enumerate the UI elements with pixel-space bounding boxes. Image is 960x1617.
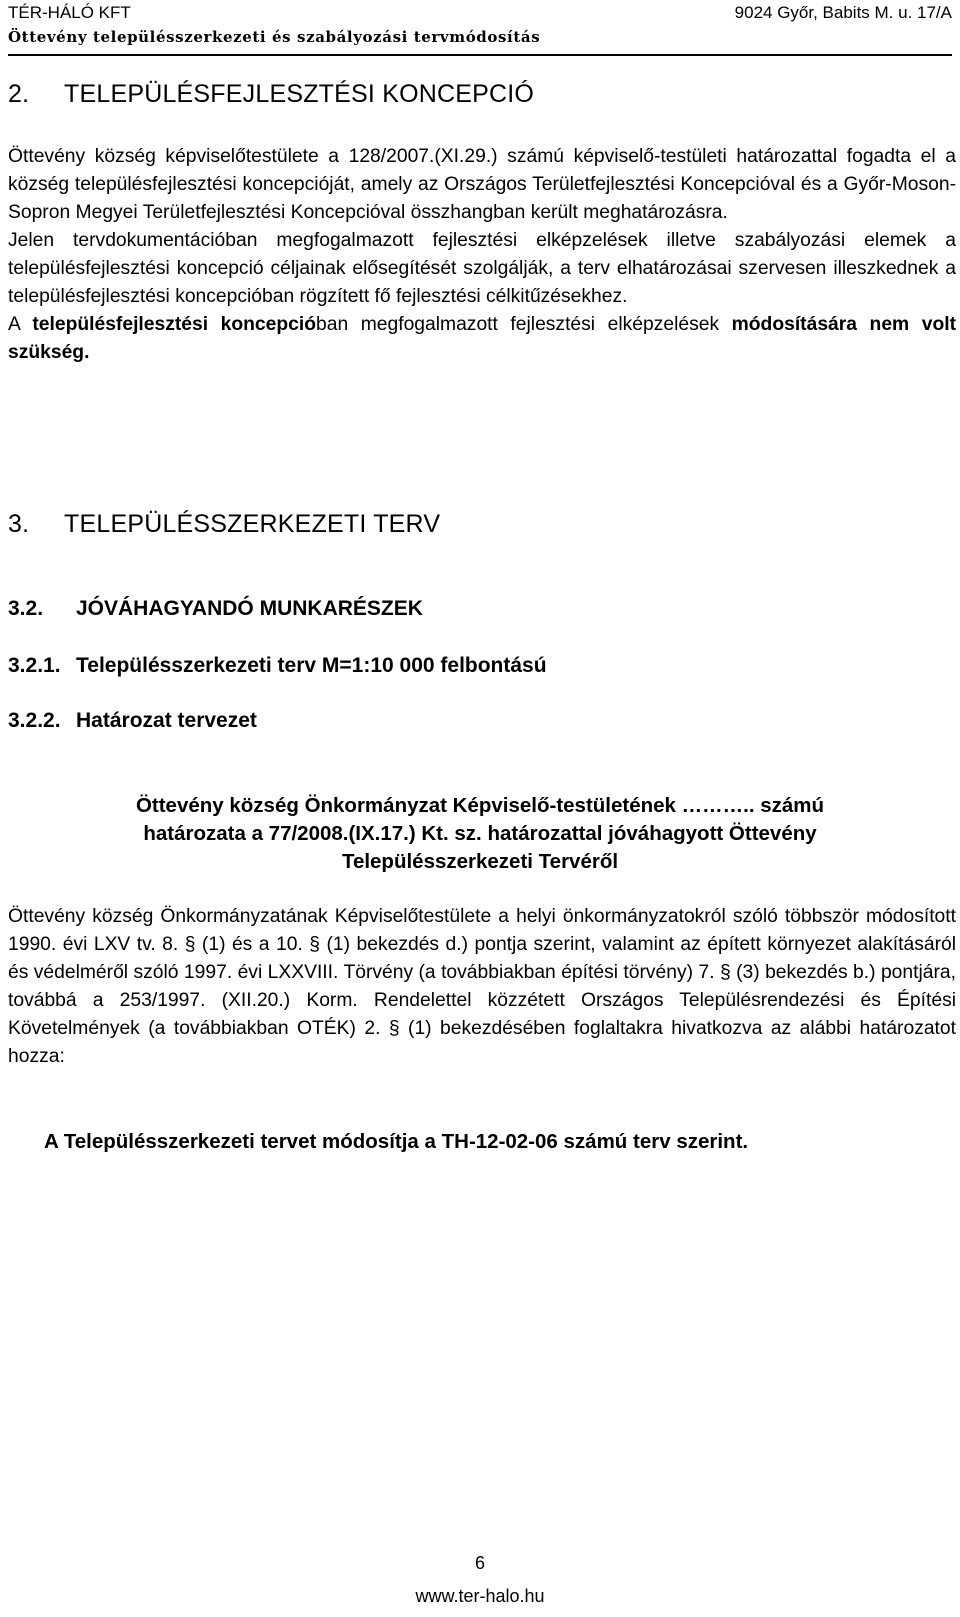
text-run: A (8, 314, 33, 335)
resolution-decision: A Településszerkezeti tervet módosítja a TH-12-02-06 számú terv szerint. (44, 1130, 749, 1153)
section-number: 2. (8, 80, 30, 108)
paragraph: Öttevény község Önkormányzatának Képviselőtestülete a helyi önkormányzatokról szóló többször módosított 1990. évi LXV tv. 8. § (1) és a 10. § (1) bekezdés d.) pontja szerint, valamint az épített környezet alakításáról és védelméről szóló 1997. évi LXXVIII. Törvény (a továbbiakban építési törvény) 7. § (3) bekezdés b.) pontjára, továbbá a 253/1997. (XII.20.) Korm. Rendelettel közzétett Országos Településrendezési és Építési Követelmények (a továbbiakban OTÉK) 2. § (1) bekezdésében foglaltakra hivatkozva az alábbi határozatot hozza: (8, 906, 956, 1067)
page-number: 6 (474, 1553, 485, 1573)
section-title: TELEPÜLÉSSZERKEZETI TERV (64, 510, 441, 538)
subsection-number: 3.2.2. (8, 709, 61, 732)
subsection-title: Településszerkezeti terv M=1:10 000 felbontású (76, 654, 547, 677)
footer-url: www.ter-halo.hu (415, 1586, 545, 1606)
resolution-body (8, 903, 956, 1071)
resolution-title-line: határozata a 77/2008.(IX.17.) Kt. sz. határozattal jóváhagyott Öttevény (143, 822, 817, 845)
section-title: TELEPÜLÉSFEJLESZTÉSI KONCEPCIÓ (64, 80, 535, 108)
page-header (8, 3, 952, 23)
paragraph (8, 311, 956, 367)
company-address: 9024 Győr, Babits M. u. 17/A (734, 3, 952, 22)
resolution-title-line: Településszerkezeti Tervéről (341, 850, 619, 873)
resolution-title (8, 792, 952, 876)
subsection-3-2-2-heading (8, 709, 257, 733)
paragraph: Öttevény község képviselőtestülete a 128/2007.(XI.29.) számú képviselő-testületi határozattal fogadta el a község településfejlesztési koncepcióját, amely az Országos Területfejlesztési Koncepcióval és a Győr-Moson- Sopron Megyei Területfejlesztési Koncepcióval összhangban került meghatározásra. (8, 146, 956, 223)
subsection-3-2-1-heading (8, 654, 547, 678)
company-name: TÉR-HÁLÓ KFT (8, 3, 131, 22)
text-run-bold: településfejlesztési koncepció (32, 314, 316, 335)
paragraph: Jelen tervdokumentációban megfogalmazott fejlesztési elképzelések illetve szabályozási elemek a településfejlesztési koncepció céljainak elősegítését szolgálják, a terv elhatározásai szervesen illeszkednek a településfejlesztési koncepcióban rögzített fő fejlesztési célkitűzésekhez. (8, 230, 956, 307)
header-divider (8, 54, 952, 56)
text-run: ban megfogalmazott fejlesztési elképzelések (316, 314, 732, 335)
section-2-heading (8, 80, 534, 109)
subsection-3-2-heading (8, 597, 423, 621)
section-number: 3. (8, 510, 30, 538)
subsection-number: 3.2. (8, 597, 44, 620)
subsection-title: JÓVÁHAGYANDÓ MUNKARÉSZEK (76, 597, 423, 620)
text-run-bold: módosítására nem volt szükség. (8, 314, 956, 363)
document-title: Öttevény településszerkezeti és szabályozási tervmódosítás (8, 28, 541, 46)
section-3-heading (8, 510, 440, 539)
subsection-number: 3.2.1. (8, 654, 61, 677)
resolution-title-line: Öttevény község Önkormányzat Képviselő-testületének ……….. számú (135, 794, 825, 817)
section-2-body (8, 143, 956, 367)
subsection-title: Határozat tervezet (76, 709, 257, 732)
